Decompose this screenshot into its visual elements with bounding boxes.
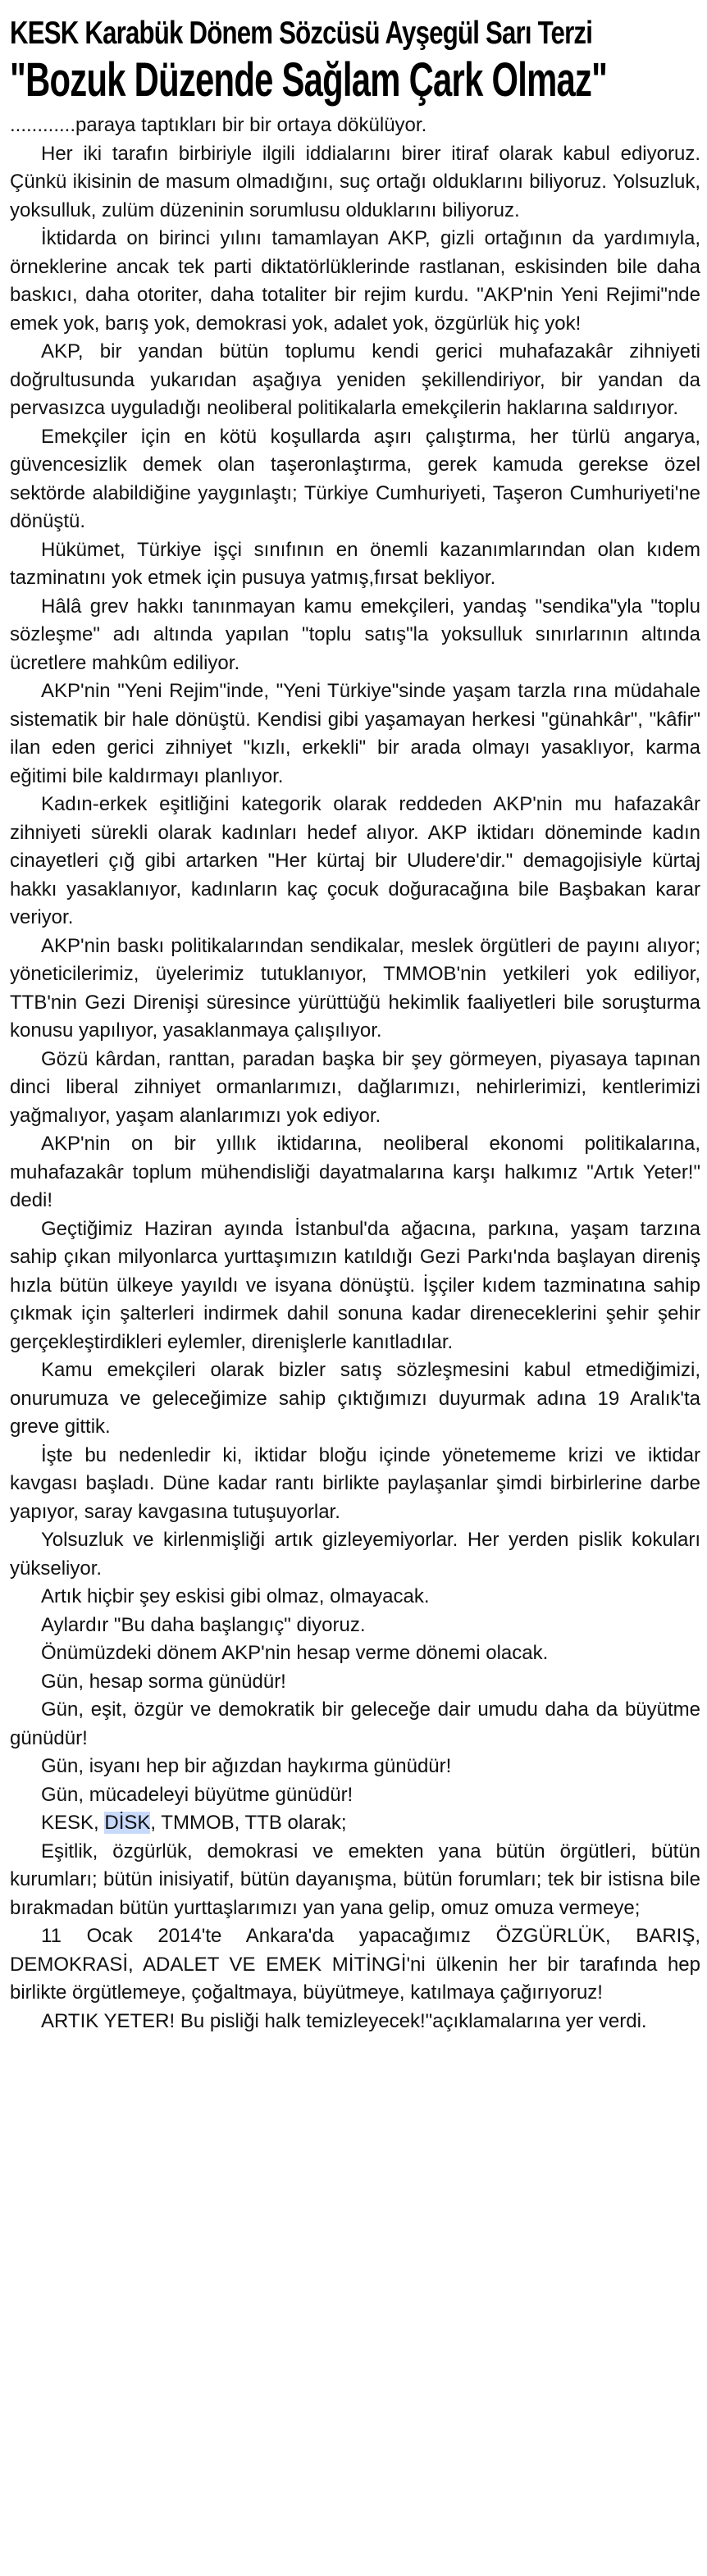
paragraph-8: AKP'nin "Yeni Rejim"inde, "Yeni Türkiye"sinde yaşam tarzla rına müdahale sistematik bir hale dönüştü. Kendisi gibi yaşamayan herkesi "günahkâr", "kâfir" ilan eden gerici zihniyet "kızlı, erkekli" bir arada olmayı yasaklıyor, karma eğitimi bile kaldırmayı planlıyor. <box>10 680 700 787</box>
paragraph-20: Gün, hesap sorma günüdür! <box>41 1670 286 1693</box>
paragraph-18: Aylardır "Bu daha başlangıç" diyoruz. <box>41 1613 366 1636</box>
paragraph-23: Gün, mücadeleyi büyütme günüdür! <box>41 1783 354 1806</box>
paragraph-6: Hükümet, Türkiye işçi sınıfının en önemli kazanımlarından olan kıdem tazminatını yok etmek için pusuya yatmış,fırsat bekliyor. <box>10 538 700 589</box>
paragraph-3: İktidarda on birinci yılını tamamlayan AKP, gizli ortağının da yardımıyla, örneklerine ancak tek parti diktatörlüklerinde rastlanan, eskisinden bile daha baskıcı, daha otoriter, daha totaliter bir rejim kurdu. "AKP'nin Yeni Rejimi"nde emek yok, barış yok, demokrasi yok, adalet yok, özgürlük hiç yok! <box>10 227 700 335</box>
paragraph-19: Önümüzdeki dönem AKP'nin hesap verme dönemi olacak. <box>41 1642 549 1664</box>
kesk-line <box>10 1809 700 1838</box>
paragraph-9: Kadın-erkek eşitliğini kategorik olarak reddeden AKP'nin mu hafazakâr zihniyeti sürekli olarak kadınları hedef alıyor. AKP iktidarı döneminde kadın cinayetleri çığ gibi artarken "Her kürtaj bir Uludere'dir." demagojisiyle kürtaj hakkı yasaklanıyor, kadınların kaç çocuk doğuracağına bile Başbakan karar veriyor. <box>10 793 700 928</box>
disk-highlight: DİSK <box>104 1812 151 1834</box>
headline-kicker: KESK Karabük Dönem Sözcüsü Ayşegül Sarı Terzi <box>10 16 593 51</box>
paragraph-16: Yolsuzluk ve kirlenmişliği artık gizleyemiyorlar. Her yerden pislik kokuları yükseliyor. <box>10 1529 700 1580</box>
paragraph-7: Hâlâ grev hakkı tanınmayan kamu emekçileri, yandaş "sendika"yla "toplu sözleşme" adı altında yapılan "toplu satış"la yoksulluk sınırlarının altında ücretlere mahkûm ediliyor. <box>10 595 700 674</box>
paragraph-17: Artık hiçbir şey eskisi gibi olmaz, olmayacak. <box>41 1585 430 1607</box>
paragraph-14: Kamu emekçileri olarak bizler satış sözleşmesini kabul etmediğimizi, onurumuza ve geleceğimize sahip çıktığımızı duyurmak adına 19 Aralık'ta greve gittik. <box>10 1359 700 1438</box>
closing-paragraph-2: 11 Ocak 2014'te Ankara'da yapacağımız ÖZGÜRLÜK, BARIŞ, DEMOKRASİ, ADALET VE EMEK MİTİNGİ'ni ülkenin her bir tarafında hep birlikte örgütlemeye, çoğaltmaya, büyütmeye, katılmaya çağırıyoruz! <box>10 1925 700 2004</box>
kesk-line-before: KESK, <box>41 1812 105 1834</box>
paragraph-21: Gün, eşit, özgür ve demokratik bir geleceğe dair umudu daha da büyütme günüdür! <box>10 1698 700 1749</box>
paragraph-13: Geçtiğimiz Haziran ayında İstanbul'da ağacına, parkına, yaşam tarzına sahip çıkan milyonlarca yurttaşımızın katıldığı Gezi Parkı'nda başlayan direniş hızla bütün ülkeye yayıldı ve isyana dönüştü. İşçiler kıdem tazminatına sahip çıkmak için şalterleri indirmek dahil sonuna kadar direneceklerini şehir şehir gerçekleştirdikleri eylemler, direnişlerle kanıtladılar. <box>10 1217 700 1353</box>
paragraph-2: Her iki tarafın birbiriyle ilgili iddialarını birer itiraf olarak kabul ediyoruz. Çünkü ikisinin de masum olmadığını, suç ortağı olduklarını biliyoruz. Yolsuzluk, yoksulluk, zulüm düzeninin sorumlusu olduklarını biliyoruz. <box>10 142 700 221</box>
article-body <box>10 112 700 2036</box>
paragraph-4: AKP, bir yandan bütün toplumu kendi gerici muhafazakâr zihniyeti doğrultusunda yukarıdan aşağıya yeniden şekillendiriyor, bir yandan da pervasızca uyguladığı neoliberal politikalarla emekçilerin haklarına saldırıyor. <box>10 340 700 419</box>
paragraph-11: Gözü kârdan, ranttan, paradan başka bir şey görmeyen, piyasaya tapınan dinci liberal zihniyet ormanlarımızı, dağlarımızı, nehirlerimizi, kentlerimizi yağmalıyor, yaşam alanlarımızı yok ediyor. <box>10 1047 700 1127</box>
headline-main: "Bozuk Düzende Sağlam Çark Olmaz" <box>10 53 608 107</box>
paragraph-1: ............paraya taptıkları bir bir ortaya dökülüyor. <box>10 114 427 136</box>
closing-paragraph-3: ARTIK YETER! Bu pisliği halk temizleyecek!"açıklamalarına yer verdi. <box>41 2009 647 2032</box>
paragraph-15: İşte bu nedenledir ki, iktidar bloğu içinde yönetememe krizi ve iktidar kavgası başladı. Düne kadar rantı birlikte paylaşanlar şimdi birbirlerine darbe yapıyor, saray kavgasına tutuşuyorlar. <box>10 1443 700 1523</box>
kesk-line-after: , TMMOB, TTB olarak; <box>150 1812 347 1834</box>
paragraph-10: AKP'nin baskı politikalarından sendikalar, meslek örgütleri de payını alıyor; yöneticilerimiz, üyelerimiz tutuklanıyor, TMMOB'nin yetkileri yok ediliyor, TTB'nin Gezi Direnişi süresince yürüttüğü hekimlik faaliyetleri bile soruşturma konusu yapılıyor, yasaklanmaya çalışılıyor. <box>10 934 700 1042</box>
closing-paragraph-1: Eşitlik, özgürlük, demokrasi ve emekten yana bütün örgütleri, bütün kurumları; bütün inisiyatif, bütün dayanışma, bütün forumları; tek bir istisna bile bırakmadan bütün yurttaşlarımızı yan yana gelip, omuz omuza vermeye; <box>10 1840 700 1919</box>
paragraph-5: Emekçiler için en kötü koşullarda aşırı çalıştırma, her türlü angarya, güvencesizlik demek olan taşeronlaştırma, gerek kamuda gerekse özel sektörde alabildiğine yaygınlaştı; Türkiye Cumhuriyeti, Taşeron Cumhuriyeti'ne dönüştü. <box>10 425 700 532</box>
paragraph-22: Gün, isyanı hep bir ağızdan haykırma günüdür! <box>41 1755 452 1777</box>
paragraph-12: AKP'nin on bir yıllık iktidarına, neoliberal ekonomi politikalarına, muhafazakâr toplum mühendisliği dayatmalarına karşı halkımız "Artık Yeter!" dedi! <box>10 1133 700 1211</box>
